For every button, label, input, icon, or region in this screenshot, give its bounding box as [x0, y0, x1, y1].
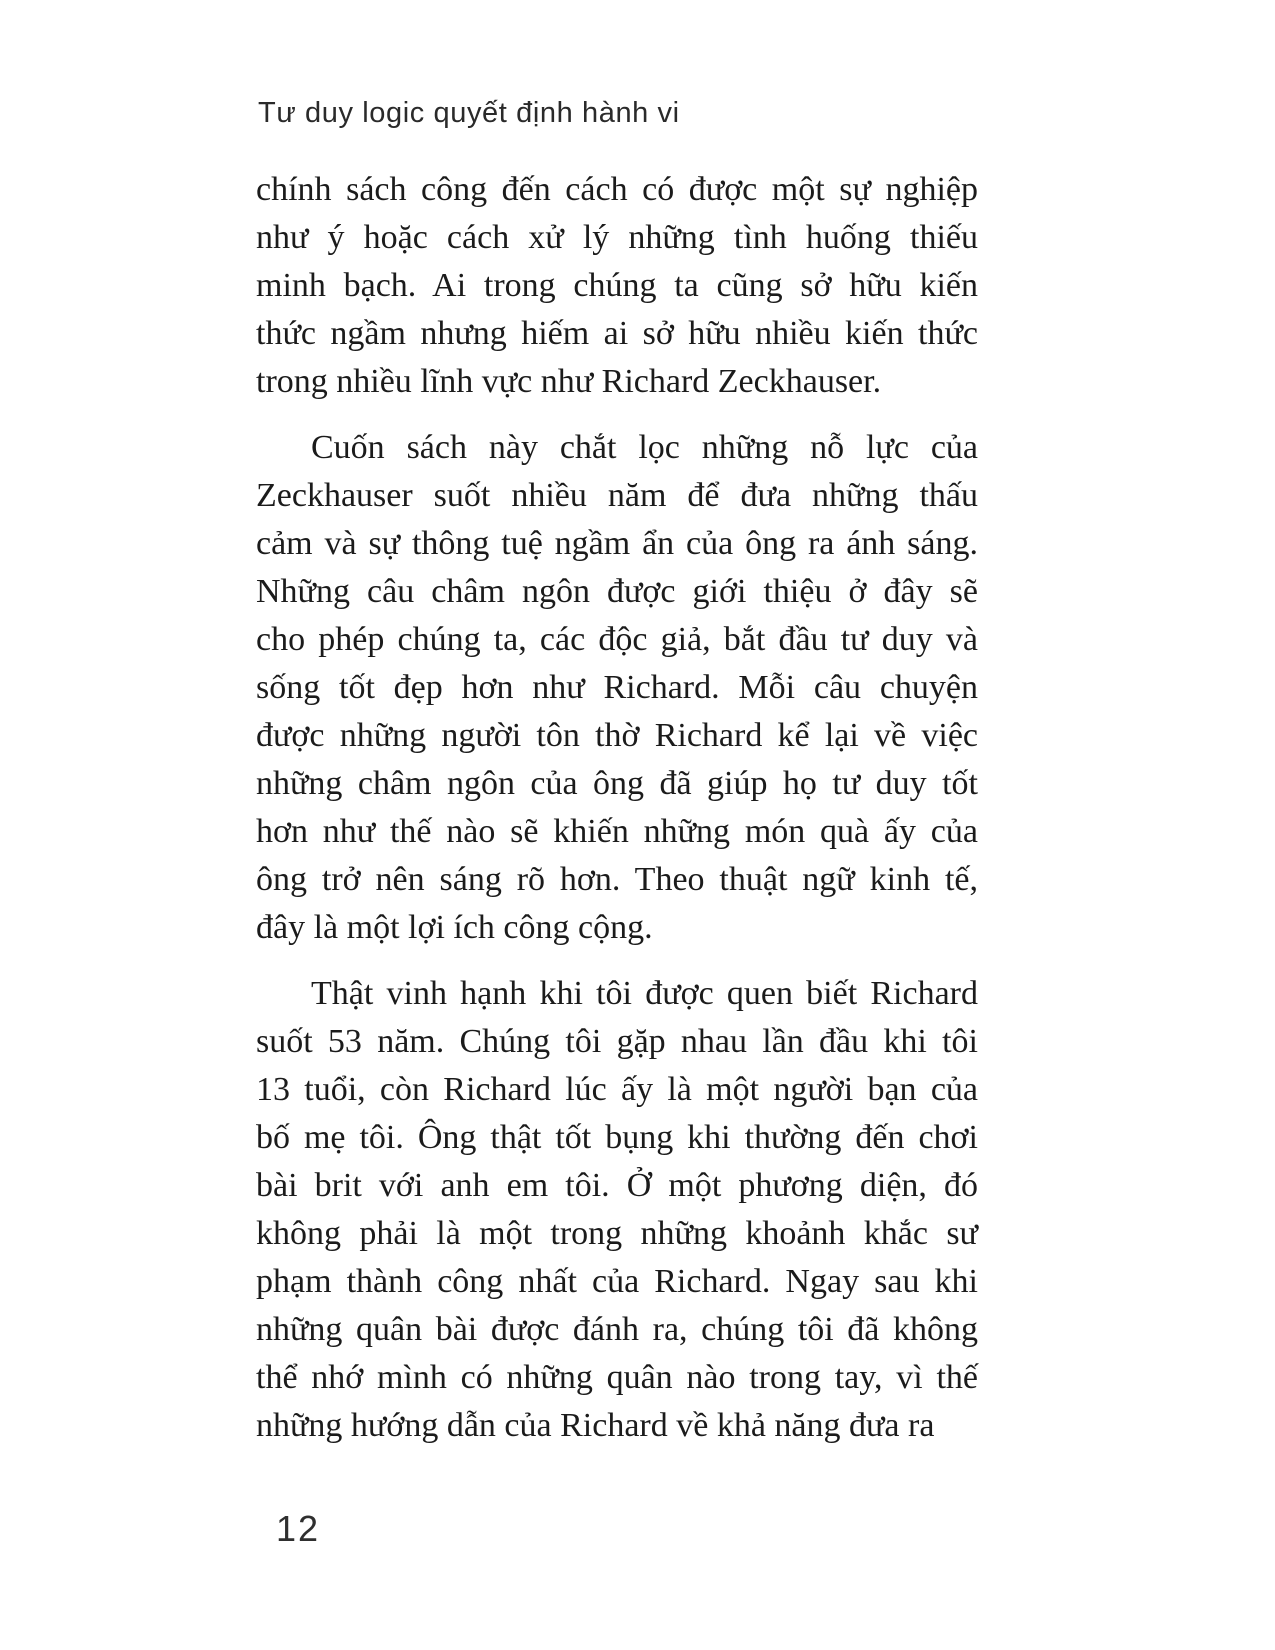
text-line: 13 tuổi, còn Richard lúc ấy là một người bạn của: [256, 1071, 978, 1108]
paragraph: [256, 424, 978, 952]
text-line: phạm thành công nhất của Richard. Ngay sau khi: [256, 1263, 978, 1300]
text-line: Cuốn sách này chắt lọc những nỗ lực của: [311, 429, 978, 466]
text-line: bài brit với anh em tôi. Ở một phương diện, đó: [256, 1167, 978, 1204]
text-line: ông trở nên sáng rõ hơn. Theo thuật ngữ kinh tế,: [256, 861, 978, 898]
text-line: đây là một lợi ích công cộng.: [256, 909, 653, 946]
text-line: cho phép chúng ta, các độc giả, bắt đầu tư duy và: [256, 621, 978, 658]
text-line: như ý hoặc cách xử lý những tình huống thiếu: [256, 219, 978, 256]
text-line: thể nhớ mình có những quân nào trong tay, vì thế: [256, 1359, 978, 1396]
text-line: suốt 53 năm. Chúng tôi gặp nhau lần đầu khi tôi: [256, 1023, 978, 1060]
text-line: những quân bài được đánh ra, chúng tôi đã không: [256, 1311, 978, 1348]
text-line: cảm và sự thông tuệ ngầm ẩn của ông ra ánh sáng.: [256, 525, 978, 562]
text-line: bố mẹ tôi. Ông thật tốt bụng khi thường đến chơi: [256, 1119, 978, 1156]
text-line: được những người tôn thờ Richard kể lại về việc: [256, 717, 978, 754]
text-line: chính sách công đến cách có được một sự nghiệp: [256, 171, 978, 208]
text-line: sống tốt đẹp hơn như Richard. Mỗi câu chuyện: [256, 669, 978, 706]
text-line: minh bạch. Ai trong chúng ta cũng sở hữu kiến: [256, 267, 978, 304]
body-text: [256, 166, 978, 1450]
text-line: Thật vinh hạnh khi tôi được quen biết Richard: [311, 975, 978, 1012]
running-header: Tư duy logic quyết định hành vi: [258, 97, 680, 129]
text-line: những châm ngôn của ông đã giúp họ tư duy tốt: [256, 765, 978, 802]
page-number: 12: [276, 1508, 321, 1549]
paragraph: [256, 970, 978, 1450]
text-line: Những câu châm ngôn được giới thiệu ở đây sẽ: [256, 573, 978, 610]
paragraph: [256, 166, 978, 406]
text-line: thức ngầm nhưng hiếm ai sở hữu nhiều kiến thức: [256, 315, 978, 352]
text-line: những hướng dẫn của Richard về khả năng đưa ra: [256, 1407, 935, 1444]
text-line: không phải là một trong những khoảnh khắc sư: [256, 1215, 978, 1252]
text-line: hơn như thế nào sẽ khiến những món quà ấy của: [256, 813, 978, 850]
text-line: Zeckhauser suốt nhiều năm để đưa những thấu: [256, 477, 978, 514]
text-line: trong nhiều lĩnh vực như Richard Zeckhauser.: [256, 363, 882, 400]
